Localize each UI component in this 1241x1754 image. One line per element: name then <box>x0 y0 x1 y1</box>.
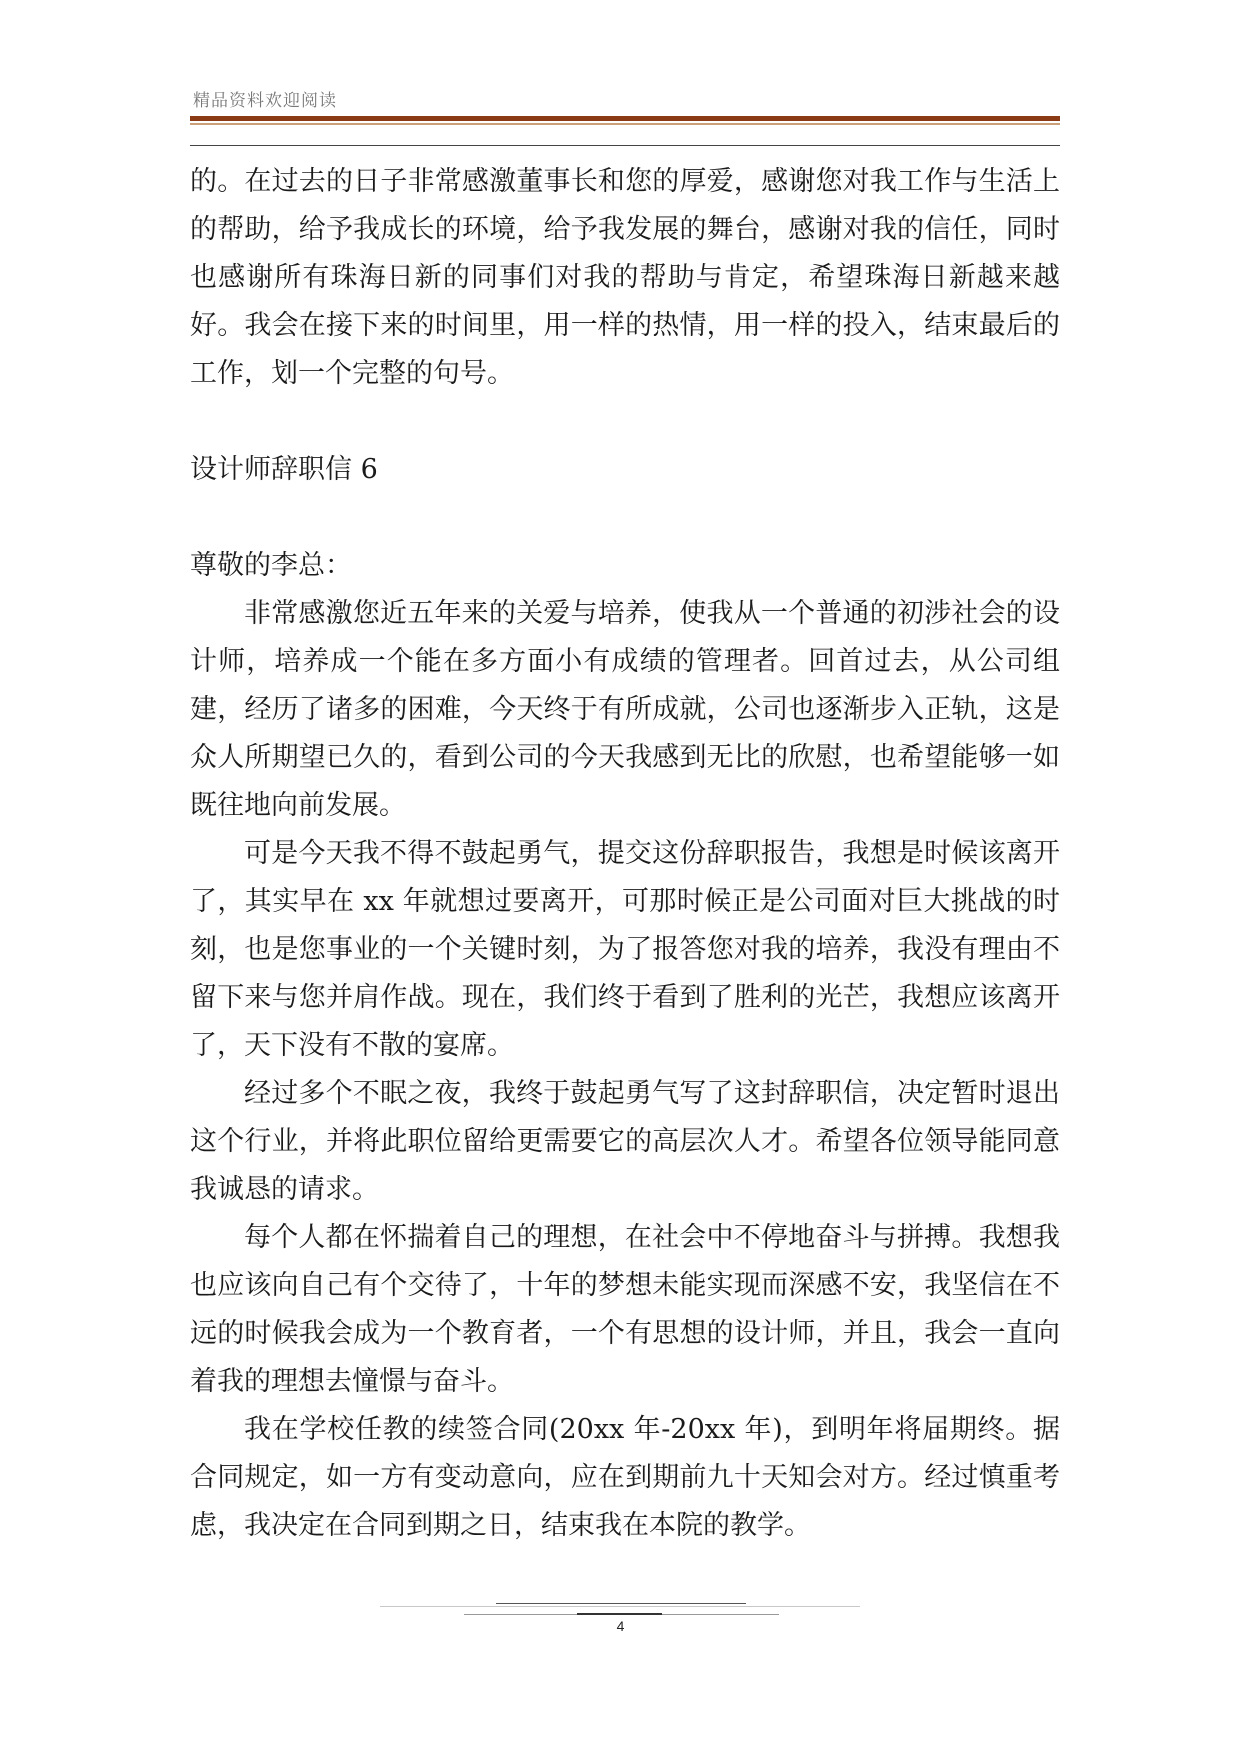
document-body <box>190 158 1060 1550</box>
paragraph-continued: 的。在过去的日子非常感激董事长和您的厚爱，感谢您对我工作与生活上的帮助，给予我成长的环境，给予我发展的舞台，感谢对我的信任，同时也感谢所有珠海日新的同事们对我的帮助与肯定，希望珠海日新越来越好。我会在接下来的时间里，用一样的热情，用一样的投入，结束最后的工作，划一个完整的句号。 <box>190 166 1060 389</box>
header-rule-light <box>190 123 1060 125</box>
page-number: 4 <box>616 1618 625 1634</box>
paragraph: 经过多个不眠之夜，我终于鼓起勇气写了这封辞职信，决定暂时退出这个行业，并将此职位留给更需要它的高层次人才。希望各位领导能同意我诚恳的请求。 <box>190 1078 1060 1205</box>
footer-rule-accent <box>577 1613 662 1615</box>
footer-rule <box>496 1603 746 1604</box>
footer-rule <box>380 1606 860 1607</box>
paragraph: 非常感激您近五年来的关爱与培养，使我从一个普通的初涉社会的设计师，培养成一个能在多方面小有成绩的管理者。回首过去，从公司组建，经历了诸多的困难，今天终于有所成就，公司也逐渐步入正轨，这是众人所期望已久的，看到公司的今天我感到无比的欣慰，也希望能够一如既往地向前发展。 <box>190 598 1060 821</box>
running-header: 精品资料欢迎阅读 <box>193 91 337 111</box>
salutation: 尊敬的李总： <box>190 550 352 581</box>
paragraph: 每个人都在怀揣着自己的理想，在社会中不停地奋斗与拼搏。我想我也应该向自己有个交待了，十年的梦想未能实现而深感不安，我坚信在不远的时候我会成为一个教育者，一个有思想的设计师，并且，我会一直向着我的理想去憧憬与奋斗。 <box>190 1222 1060 1397</box>
paragraph: 可是今天我不得不鼓起勇气，提交这份辞职报告，我想是时候该离开了，其实早在 xx 年就想过要离开，可那时候正是公司面对巨大挑战的时刻，也是您事业的一个关键时刻，为了报答您对我的培养，我没有理由不留下来与您并肩作战。现在，我们终于看到了胜利的光芒，我想应该离开了，天下没有不散的宴席。 <box>190 838 1060 1061</box>
header-rule-thin <box>190 145 1060 146</box>
paragraph: 我在学校任教的续签合同(20xx 年-20xx 年)，到明年将届期终。据合同规定，如一方有变动意向，应在到期前九十天知会对方。经过慎重考虑，我决定在合同到期之日，结束我在本院的教学。 <box>190 1414 1060 1541</box>
header-rule-thick <box>190 116 1060 121</box>
letter-heading: 设计师辞职信 6 <box>190 454 378 485</box>
